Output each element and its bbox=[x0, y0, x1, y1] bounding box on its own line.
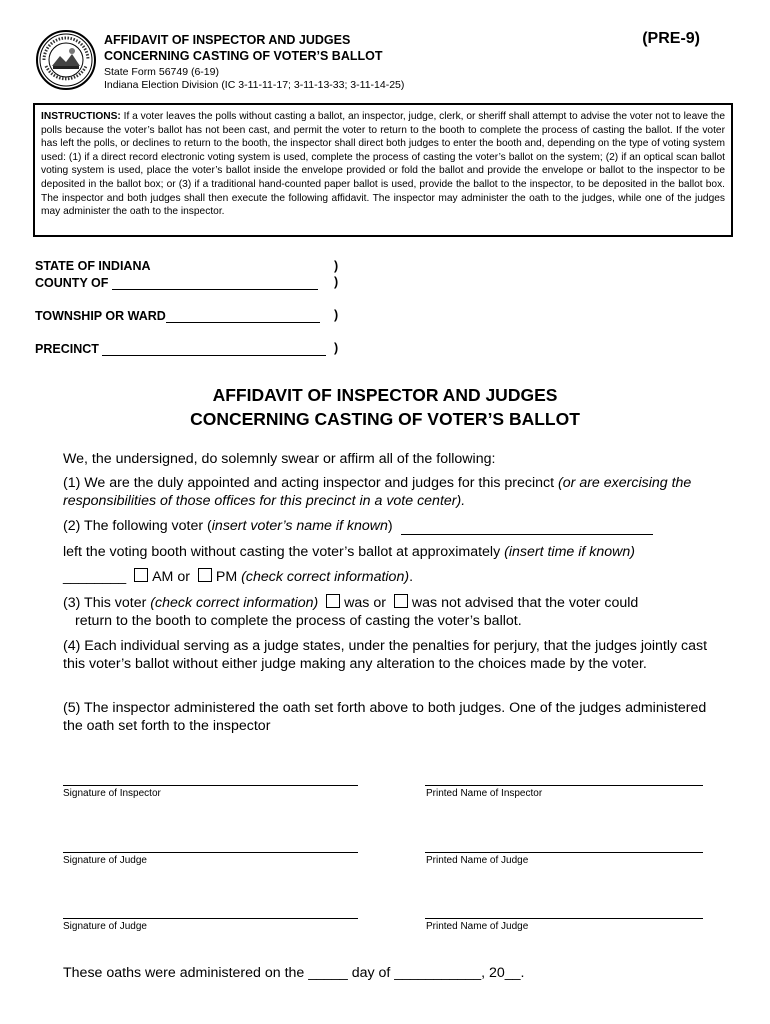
paragraph-2b bbox=[63, 543, 713, 561]
header-title-line2: CONCERNING CASTING OF VOTER’S BALLOT bbox=[104, 49, 383, 63]
venue-precinct bbox=[35, 341, 326, 356]
judge2-printed-name-label: Printed Name of Judge bbox=[426, 921, 529, 932]
paragraph-3-tail: advised that the voter could bbox=[464, 595, 639, 611]
paragraph-3 bbox=[63, 594, 713, 630]
was-not-label: was not bbox=[411, 595, 461, 611]
instructions-box bbox=[33, 103, 733, 237]
inspector-printed-name-label: Printed Name of Inspector bbox=[426, 788, 543, 799]
venue-paren-2: ) bbox=[334, 275, 339, 289]
venue-township-label: TOWNSHIP OR WARD bbox=[35, 309, 166, 323]
judge1-signature-line[interactable] bbox=[63, 852, 358, 853]
judge1-printed-name-line[interactable] bbox=[425, 852, 703, 853]
paragraph-3-line2: return to the booth to complete the process of casting the voter’s ballot. bbox=[75, 613, 522, 629]
am-label: AM bbox=[152, 569, 174, 585]
paragraph-3-text: (3) This voter bbox=[63, 595, 151, 611]
election-division: Indiana Election Division (IC 3-11-11-17; 3-11-13-33; 3-11-14-25) bbox=[104, 79, 405, 91]
paragraph-4: (4) Each individual serving as a judge states, under the penalties for perjury, that the judges jointly cast this voter’s ballot without either judge making any alteration to the choices made by the voter. bbox=[63, 638, 708, 672]
affidavit-title-line2: CONCERNING CASTING OF VOTER’S BALLOT bbox=[190, 409, 580, 429]
paragraph-5: (5) The inspector administered the oath set forth above to both judges. One of the judges administered the oath set forth to the inspector bbox=[63, 700, 707, 734]
inspector-signature-label: Signature of Inspector bbox=[63, 788, 161, 799]
oath-day-of: day of bbox=[351, 965, 391, 981]
pm-label: PM bbox=[215, 569, 238, 585]
was-not-checkbox[interactable] bbox=[394, 594, 408, 608]
paragraph-2-text: (2) The following voter ( bbox=[63, 518, 212, 534]
time-line bbox=[63, 568, 713, 586]
judge1-signature-label: Signature of Judge bbox=[63, 855, 147, 866]
township-field[interactable] bbox=[166, 308, 320, 323]
paragraph-1-text: (1) We are the duly appointed and acting inspector and judges for this precinct bbox=[63, 475, 559, 491]
inspector-printed-name-line[interactable] bbox=[425, 785, 703, 786]
oath-day-field[interactable]: _____ bbox=[308, 965, 348, 981]
state-form-number: State Form 56749 (6-19) bbox=[104, 66, 219, 78]
judge2-signature-line[interactable] bbox=[63, 918, 358, 919]
time-field[interactable]: ________ bbox=[63, 569, 127, 585]
was-checkbox[interactable] bbox=[326, 594, 340, 608]
form-code: (PRE-9) bbox=[642, 30, 700, 47]
was-label: was bbox=[344, 595, 370, 611]
oath-year-field[interactable]: __ bbox=[504, 965, 521, 981]
venue-paren-4: ) bbox=[334, 341, 339, 355]
precinct-field[interactable] bbox=[102, 341, 326, 356]
judge1-printed-name-label: Printed Name of Judge bbox=[426, 855, 529, 866]
instructions-label: INSTRUCTIONS: bbox=[41, 111, 121, 122]
venue-state-label: STATE OF INDIANA bbox=[35, 259, 151, 273]
paragraph-2-italic: insert voter’s name if known bbox=[211, 518, 388, 534]
oath-month-field[interactable]: ___________ bbox=[394, 965, 482, 981]
inspector-signature-line[interactable] bbox=[63, 785, 358, 786]
check-info-italic: (check correct information) bbox=[241, 569, 410, 585]
am-checkbox[interactable] bbox=[134, 568, 148, 582]
pm-checkbox[interactable] bbox=[198, 568, 212, 582]
paragraph-1-italic: (or are exercising the responsibilities of those offices for this precinct in a vote center). bbox=[63, 475, 692, 509]
affidavit-intro: We, the undersigned, do solemnly swear or affirm all of the following: bbox=[63, 451, 496, 467]
paragraph-2b-text: left the voting booth without casting the voter’s ballot at approximately bbox=[63, 544, 505, 560]
judge2-signature-label: Signature of Judge bbox=[63, 921, 147, 932]
paragraph-2-close: ) bbox=[387, 518, 393, 534]
or-label-2: or bbox=[373, 595, 386, 611]
oath-date-prefix: These oaths were administered on the bbox=[63, 965, 305, 981]
judge2-printed-name-line[interactable] bbox=[425, 918, 703, 919]
venue-precinct-label: PRECINCT bbox=[35, 342, 99, 356]
venue-paren-3: ) bbox=[334, 308, 339, 322]
or-label: or bbox=[177, 569, 190, 585]
oath-date-end: . bbox=[520, 965, 525, 981]
paragraph-3-italic: (check correct information) bbox=[150, 595, 319, 611]
paragraph-2 bbox=[63, 517, 713, 535]
oath-date-line bbox=[63, 964, 713, 982]
header-subtitle bbox=[104, 66, 404, 92]
paragraph-2b-italic: (insert time if known) bbox=[504, 544, 635, 560]
header-title bbox=[104, 32, 382, 64]
venue-state bbox=[35, 259, 151, 273]
header-title-line1: AFFIDAVIT OF INSPECTOR AND JUDGES bbox=[104, 33, 351, 47]
instructions-text: If a voter leaves the polls without casting a ballot, an inspector, judge, clerk, or sheriff shall attempt to advise the voter not to leave the polls because the voter’s ballot has not been cast, and permit the voter to return to the booth to complete the process of casting the ballot. If the voter has left the polls, or declines to return to the booth, the inspector shall direct both judges to enter the booth and, depending on the type of voting system used: (1) if a direct record electronic voting system is used, complete the process of casting the voter’s ballot on the system; (2) if an optical scan ballot voting system is used, place the voter’s ballot inside the envelope provided or fold the ballot and provide the envelope or ballot to the inspector to be deposited in the ballot box; or (3) if a traditional hand-counted paper ballot is used, provide the ballot to the inspector, to be deposited in the ballot box. The inspector and both judges shall then execute the following affidavit. The inspector may administer the oath to the judges, while one of the judges may administer the oath to the inspector. bbox=[41, 111, 725, 218]
indiana-state-seal-icon bbox=[36, 30, 96, 90]
oath-year-prefix: , 20 bbox=[481, 965, 505, 981]
venue-county-label: COUNTY OF bbox=[35, 276, 109, 290]
seal-graphic-icon bbox=[38, 32, 94, 88]
voter-name-field[interactable] bbox=[401, 520, 653, 535]
paragraph-1 bbox=[63, 474, 713, 510]
venue-paren-1: ) bbox=[334, 259, 339, 273]
time-line-period: . bbox=[409, 569, 414, 585]
affidavit-title bbox=[0, 383, 770, 431]
venue-county bbox=[35, 275, 318, 290]
affidavit-title-line1: AFFIDAVIT OF INSPECTOR AND JUDGES bbox=[212, 385, 558, 405]
county-field[interactable] bbox=[112, 275, 318, 290]
venue-township bbox=[35, 308, 320, 323]
